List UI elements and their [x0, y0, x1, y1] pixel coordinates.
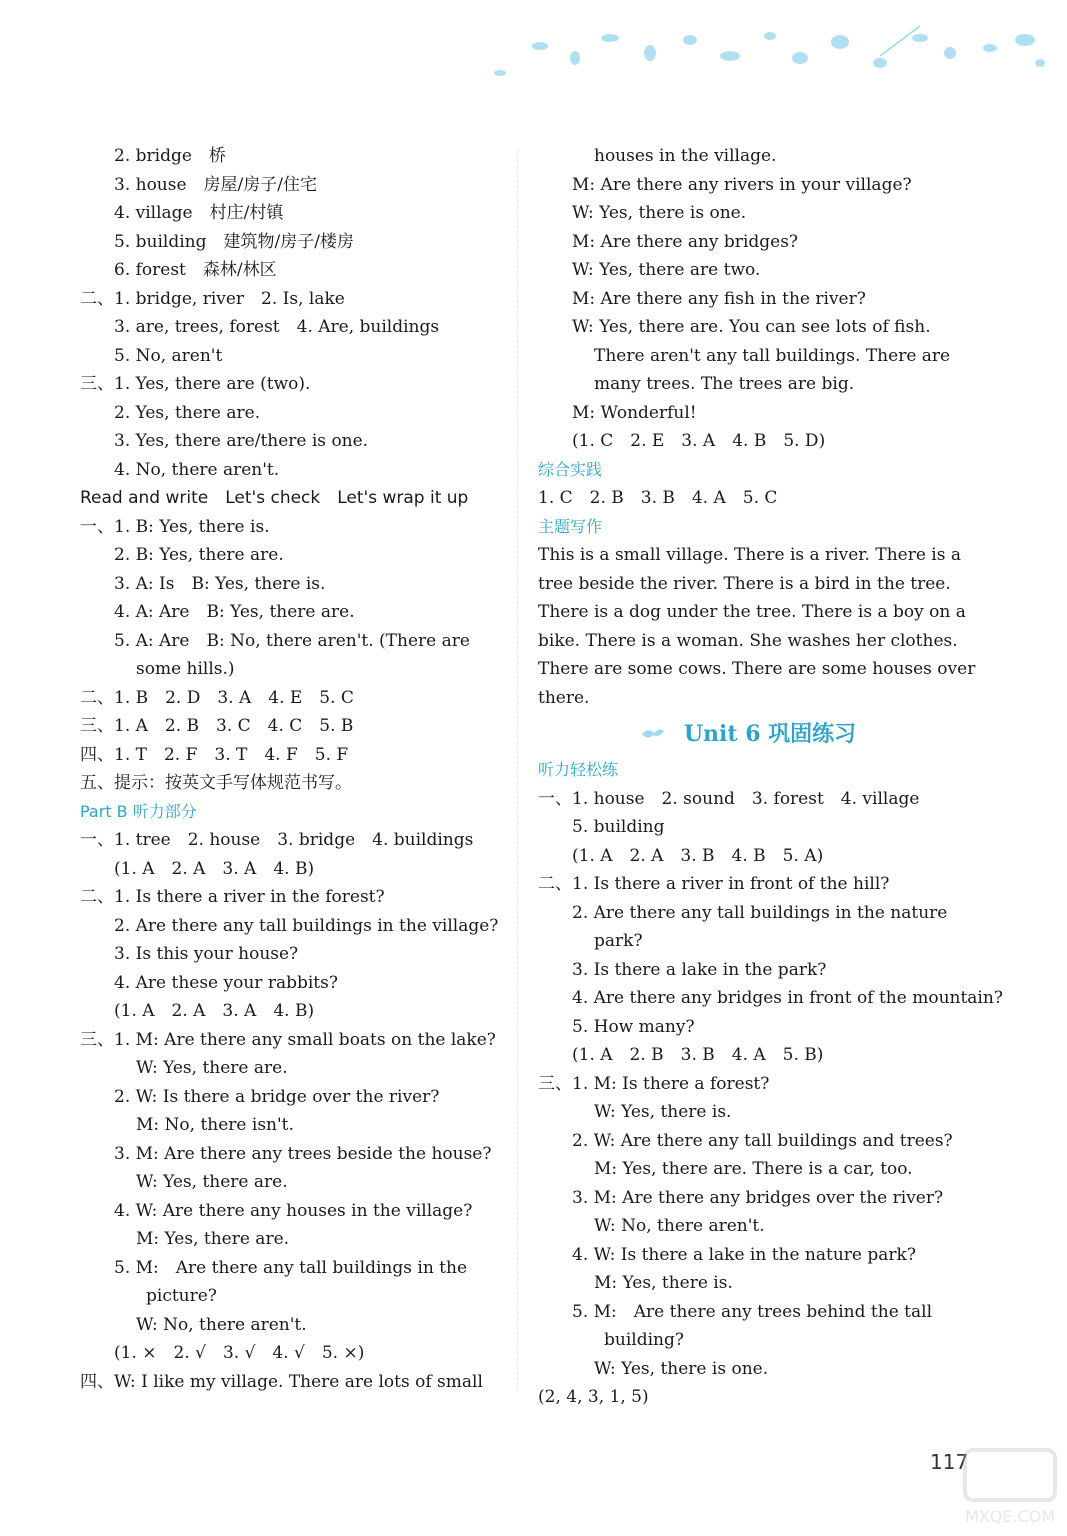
left-line: Read and write Let's check Let's wrap it up: [80, 488, 469, 508]
right-line: There are some cows. There are some houses over: [538, 659, 976, 679]
left-line: 3. house 房屋/房子/住宅: [114, 174, 317, 195]
right-line: 综合实践: [538, 459, 603, 479]
left-line: 2. Yes, there are.: [114, 402, 261, 423]
left-line: 5. No, aren't: [114, 345, 223, 366]
left-line: 4. W: Are there any houses in the village?: [114, 1200, 473, 1221]
right2-line: W: Yes, there is.: [594, 1102, 732, 1122]
left-line: 4. village 村庄/村镇: [114, 203, 284, 223]
left-line: W: Yes, there are.: [136, 1172, 288, 1192]
left-line: 2. W: Is there a bridge over the river?: [114, 1086, 440, 1107]
right2-line: W: No, there aren't.: [594, 1216, 765, 1236]
left-line: picture?: [146, 1286, 217, 1306]
right-line: W: Yes, there is one.: [572, 203, 747, 223]
left-line: M: Yes, there are.: [136, 1229, 290, 1249]
left-line: 5. building 建筑物/房子/楼房: [114, 231, 354, 252]
right-line: M: Are there any bridges?: [572, 231, 799, 252]
right-line: There is a dog under the tree. There is a boy on a: [538, 602, 966, 622]
right2-line: 三、1. M: Is there a forest?: [538, 1073, 770, 1094]
left-line: W: Yes, there are.: [136, 1058, 288, 1078]
leaf-icon: [640, 727, 666, 741]
right-line: houses in the village.: [594, 146, 777, 166]
left-line: 3. A: Is B: Yes, there is.: [114, 573, 326, 594]
right-line: there.: [538, 687, 590, 708]
left-line: 3. Is this your house?: [114, 944, 299, 964]
left-line: 一、1. B: Yes, there is.: [80, 516, 270, 537]
right-line: W: Yes, there are two.: [572, 260, 761, 280]
left-line: 3. are, trees, forest 4. Are, buildings: [114, 317, 440, 337]
left-line: (1. × 2. √ 3. √ 4. √ 5. ×): [114, 1343, 365, 1363]
left-line: 四、1. T 2. F 3. T 4. F 5. F: [80, 744, 349, 765]
right2-line: 4. W: Is there a lake in the nature park?: [572, 1244, 916, 1265]
left-line: 三、1. M: Are there any small boats on the lake?: [80, 1029, 496, 1050]
right2-line: 3. M: Are there any bridges over the river?: [572, 1187, 944, 1208]
right2-line: M: Yes, there is.: [594, 1273, 733, 1293]
left-line: 2. bridge 桥: [114, 146, 226, 166]
left-line: (1. A 2. A 3. A 4. B): [114, 1001, 315, 1021]
right2-line: 5. building: [572, 817, 665, 837]
unit-title: [538, 712, 958, 756]
right-line: This is a small village. There is a river. There is a: [538, 545, 961, 565]
unit-title-text: Unit 6 巩固练习: [683, 721, 857, 747]
left-line: 2. Are there any tall buildings in the village?: [114, 915, 499, 936]
right2-line: 5. How many?: [572, 1016, 695, 1037]
left-line: Part B 听力部分: [80, 801, 197, 821]
left-line: 4. A: Are B: Yes, there are.: [114, 602, 355, 622]
right2-line: W: Yes, there is one.: [594, 1358, 769, 1379]
right2-line: 5. M: Are there any trees behind the tall: [572, 1301, 933, 1322]
right-line: bike. There is a woman. She washes her clothes.: [538, 630, 958, 651]
right-line: W: Yes, there are. You can see lots of fish.: [572, 317, 931, 337]
left-line: M: No, there isn't.: [136, 1115, 294, 1135]
right-line: 1. C 2. B 3. B 4. A 5. C: [538, 488, 778, 508]
right-column: [538, 142, 1003, 1412]
right-line: M: Are there any fish in the river?: [572, 288, 866, 309]
right2-line: 听力轻松练: [538, 760, 619, 779]
left-line: 6. forest 森林/林区: [114, 260, 277, 280]
right-line: tree beside the river. There is a bird in the tree.: [538, 573, 951, 594]
right2-line: (2, 4, 3, 1, 5): [538, 1387, 649, 1407]
left-line: 三、1. A 2. B 3. C 4. C 5. B: [80, 716, 354, 736]
svg-text:MXQE.COM: MXQE.COM: [964, 1507, 1056, 1526]
right-line: 主题写作: [538, 516, 603, 536]
left-line: 三、1. Yes, there are (two).: [80, 374, 311, 394]
left-line: some hills.): [136, 659, 235, 679]
page-number: 117: [930, 1450, 969, 1474]
right2-line: 3. Is there a lake in the park?: [572, 959, 827, 980]
right2-line: 2. Are there any tall buildings in the nature: [572, 902, 948, 923]
decorative-leaf-banner: [480, 18, 1060, 108]
watermark-logo: [960, 1440, 1060, 1530]
right2-line: (1. A 2. B 3. B 4. A 5. B): [572, 1045, 824, 1065]
right-line: M: Wonderful!: [572, 402, 697, 423]
left-line: 5. M: Are there any tall buildings in the: [114, 1257, 468, 1278]
right2-line: (1. A 2. A 3. B 4. B 5. A): [572, 845, 824, 866]
left-line: 五、提示：按英文手写体规范书写。: [80, 773, 352, 793]
right-line: There aren't any tall buildings. There are: [594, 345, 951, 366]
left-column: [80, 142, 520, 1396]
right2-line: building?: [604, 1330, 684, 1350]
right2-line: 2. W: Are there any tall buildings and trees?: [572, 1130, 953, 1151]
left-line: 5. A: Are B: No, there aren't. (There are: [114, 630, 470, 651]
left-line: 二、1. bridge, river 2. Is, lake: [80, 288, 345, 309]
left-line: 二、1. Is there a river in the forest?: [80, 887, 385, 907]
right-line: M: Are there any rivers in your village?: [572, 174, 912, 195]
left-line: 一、1. tree 2. house 3. bridge 4. buildings: [80, 830, 474, 850]
right2-line: 4. Are there any bridges in front of the mountain?: [572, 988, 1003, 1008]
left-line: (1. A 2. A 3. A 4. B): [114, 858, 315, 879]
left-line: 4. No, there aren't.: [114, 459, 280, 480]
left-line: 3. Yes, there are/there is one.: [114, 431, 369, 451]
left-line: W: No, there aren't.: [136, 1314, 307, 1335]
left-line: 3. M: Are there any trees beside the house?: [114, 1143, 492, 1164]
left-line: 2. B: Yes, there are.: [114, 545, 284, 565]
left-line: 四、W: I like my village. There are lots of small: [80, 1371, 483, 1392]
right-line: (1. C 2. E 3. A 4. B 5. D): [572, 431, 826, 451]
right2-line: 二、1. Is there a river in front of the hill?: [538, 874, 890, 894]
right-line: many trees. The trees are big.: [594, 374, 855, 394]
right2-line: park?: [594, 931, 643, 951]
right2-line: M: Yes, there are. There is a car, too.: [594, 1159, 913, 1179]
left-line: 二、1. B 2. D 3. A 4. E 5. C: [80, 687, 354, 708]
right2-line: 一、1. house 2. sound 3. forest 4. village: [538, 788, 920, 809]
left-line: 4. Are these your rabbits?: [114, 972, 338, 993]
